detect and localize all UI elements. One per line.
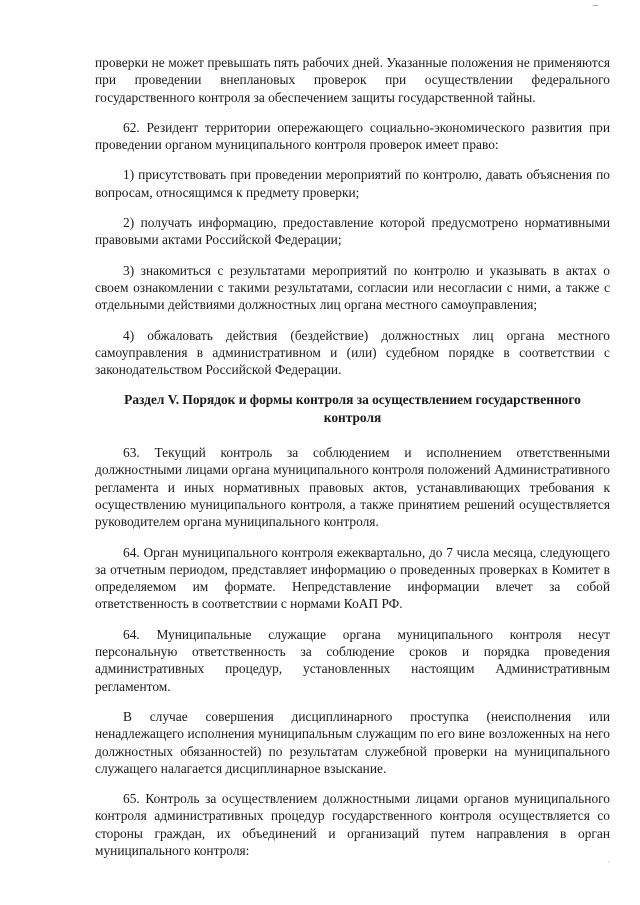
document-page <box>95 54 610 872</box>
section-heading: Раздел V. Порядок и формы контроля за осуществлением государственного контроля <box>124 392 581 425</box>
paragraph-62: 62. Резидент территории опережающего социально-экономического развития при проведении органом муниципального контроля проверок имеет право: <box>95 119 610 153</box>
paragraph-64-reporting: 64. Орган муниципального контроля ежеквартально, до 7 числа месяца, следующего за отчетным периодом, представляет информацию о проведенных проверках в Комитет в определяемом им формате. Непредставление информации влечет за собой ответственность в соответствии с нормами КоАП РФ. <box>95 544 610 612</box>
scan-dot: · <box>607 858 610 867</box>
paragraph-65: 65. Контроль за осуществлением должностными лицами органов муниципального контроля административных процедур государственного контроля осуществляется со стороны граждан, их объединений и организаций путем направления в орган муниципального контроля: <box>95 791 610 858</box>
paragraph-disciplinary: В случае совершения дисциплинарного проступка (неисполнения или ненадлежащего исполнения муниципальным служащим по его вине возложенных на него должностных обязанностей) по результатам служебной проверки на муниципального служащего налагается дисциплинарное взыскание. <box>95 708 610 776</box>
paragraph-64-responsibility: 64. Муниципальные служащие органа муниципального контроля несут персональную ответственность за соблюдение сроков и порядка проведения административных процедур, установленных настоящим Административным регламентом. <box>95 626 610 694</box>
paragraph-62-item-3: 3) знакомиться с результатами мероприятий по контролю и указывать в актах о своем ознакомлении с такими результатами, согласии или несогласии с ними, а также с отдельными действиями должностных лиц органа местного самоуправления; <box>95 262 610 313</box>
paragraph-62-item-2: 2) получать информацию, предоставление которой предусмотрено нормативными правовыми актами Российской Федерации; <box>95 215 610 248</box>
paragraph-63: 63. Текущий контроль за соблюдением и исполнением ответственными должностными лицами органа муниципального контроля положений Административного регламента и иных нормативных правовых актов, устанавливающих требования к осуществлению муниципального контроля, а также принятием решений осуществляется руководителем органа муниципального контроля. <box>95 445 610 530</box>
paragraph-62-item-4: 4) обжаловать действия (бездействие) должностных лиц органа местного самоуправления в административном и (или) судебном порядке в соответствии с законодательством Российской Федерации. <box>95 327 610 378</box>
scan-mark: – <box>593 0 598 11</box>
paragraph-continuation: проверки не может превышать пять рабочих дней. Указанные положения не применяются при проведении внеплановых проверок при осуществлении федерального государственного контроля за обеспечением защиты государственной тайны. <box>95 55 610 105</box>
paragraph-62-item-1: 1) присутствовать при проведении мероприятий по контролю, давать объяснения по вопросам, относящимся к предмету проверки; <box>95 167 610 200</box>
